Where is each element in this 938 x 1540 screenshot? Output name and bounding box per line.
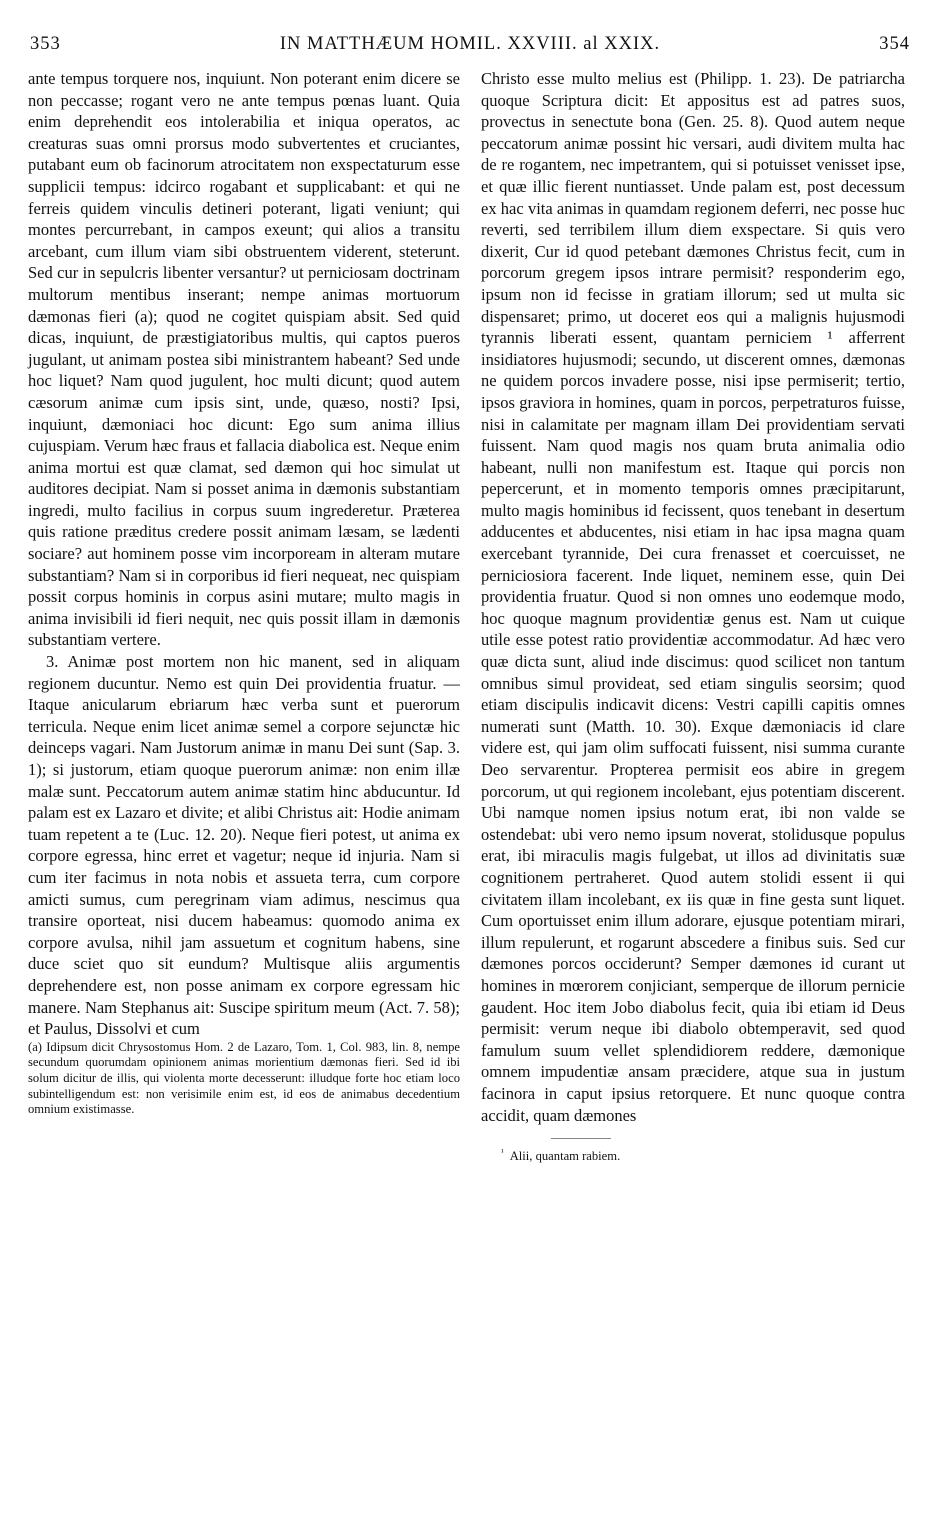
- footnote: [481, 1145, 905, 1165]
- body-paragraph: ante tempus torquere nos, inquiunt. Non poterant enim dicere se non peccasse; rogant vero ne ante tempus pœnas luant. Quia enim deprehendit eos intolerabilia et iniqua operatos, ac creaturas suas omni prorsus modo subvertentes et cruciantes, putabant eum ob facinorum atrocitatem non exspectaturum esse supplicii tempus: idcirco rogabant et supplicabant: et qui ne ferreis quidem vinculis detineri poterant, ligati veniunt; qui montes percurrebant, in campos exeunt; qui alios a transitu arcebant, cum illum viam sibi obstruentem viderent, steterunt. Sed cur in sepulcris libenter versantur? ut perniciosam doctrinam multorum mentibus inserant; nempe animas mortuorum dæmonas fieri (a); quod ne cogitet quispiam absit. Sed quid dicas, inquiunt, de præstigiatoribus multis, qui captos pueros jugulant, ut animam postea sibi ministrantem habeant? Sed unde hoc liquet? Nam quod jugulent, hoc multi dicunt; quod autem cæsorum animæ cum ipsis sint, unde, quæso, nosti? Ipsi, inquiunt, dæmoniaci hoc dicunt: Ego sum anima illius cujuspiam. Verum hæc fraus et fallacia diabolica est. Neque enim anima mortui est quæ clamat, sed dæmon qui hoc simulat ut auditores decipiat. Nam si posset anima in dæmonis substantiam ingredi, multo facilius in corpus suum ingrederetur. Præterea quis ratione præditus credere possit animam læsam, se lædenti sociare? aut hominem posse vim incorpoream in alteram mutare substantiam? Nam si in corporibus id fieri nequeat, nec quispiam possit corpus hominis in corpus asini mutare; multo magis in anima invisibili id fieri nequit, nec quis possit illam in dæmonis substantiam vertere.: [28, 69, 460, 650]
- running-header: [30, 34, 910, 64]
- footnote: (a) Idipsum dicit Chrysostomus Hom. 2 de Lazaro, Tom. 1, Col. 983, lin. 8, nempe secundum quorumdam opinionem animas morientium dæmonas fieri. Sed id ibi solum dicitur de illis, qui violenta morte decesserunt: illudque forte hoc etiam loco subintelligendum est: non verisimile enim est, id eos de animabus decedentium omnium existimasse.: [28, 1039, 460, 1117]
- body-paragraph: 3. Animæ post mortem non hic manent, sed in aliquam regionem ducuntur. Nemo est quin Dei providentia fruatur. — Itaque anicularum ebriarum hæc verba sunt et puerorum terricula. Neque enim licet animæ semel a corpore sejunctæ hic deinceps vagari. Nam Justorum animæ in manu Dei sunt (Sap. 3. 1); si justorum, etiam quoque puerorum animæ: non enim illæ malæ sunt. Peccatorum autem animæ statim hinc abducuntur. Id palam est ex Lazaro et divite; et alibi Christus ait: Hodie animam tuam repetent a te (Luc. 12. 20). Neque fieri potest, ut anima ex corpore egressa, hinc erret et vagetur; neque id injuria. Nam si cum iter facimus in nota nobis et assueta terra, cum corpore amicti sumus, cum peregrinam viam adimus, nescimus qua transire oporteat, nisi ducem habeamus: quomodo anima ex corpore avulsa, nihil jam assuetum et cognitum habens, sine duce sciet quo sit eundum? Multisque aliis argumentis deprehendere est, non posse animam ex corpore egressam hic manere. Nam Stephanus ait: Suscipe spiritum meum (Act. 7. 58); et Paulus, Dissolvi et cum: [28, 652, 460, 1039]
- right-column: [481, 68, 905, 1165]
- footnote-marker: ¹: [501, 1147, 504, 1158]
- page-number-right: 354: [879, 34, 910, 54]
- footnote-text: Alii, quantam rabiem.: [509, 1149, 621, 1164]
- left-column: [28, 68, 460, 1118]
- page-number-left: 353: [30, 34, 61, 54]
- footnote-divider: [551, 1138, 611, 1139]
- body-paragraph: Christo esse multo melius est (Philipp. 1. 23). De patriarcha quoque Scriptura dicit: Et appositus est ad patres suos, provectus in senectute bona (Gen. 25. 8). Quod autem neque peccatorum animæ possint hic versari, audi divitem multa hac de re rogantem, nec impetrantem, qui si potuisset venisset ipse, et quæ illic fierent nuntiasset. Unde palam est, post decessum ex hac vita animas in quamdam regionem deferri, nec posse huc reverti, sed terribilem illum diem exspectare. Si quis vero dixerit, Cur id quod petebant dæmones Christus fecit, cum in porcorum gregem ipsos intrare permisit? responderim ego, ipsum non id fecisse in gratiam illorum; sed ut multa sic dispensaret; primo, ut doceret eos qui a malignis hujusmodi tyrannis liberati essent, quantam perniciem ¹ afferrent insidiatores hujusmodi; secundo, ut discerent omnes, dæmonas ne quidem porcos invadere posse, nisi ipse permiserit; tertio, ipsos graviora in homines, quam in porcos, perpetraturos fuisse, nisi in calamitate per magnam illam Dei providentiam servati fuissent. Nam quod magis nos quam bruta animalia odio habeant, nulli non manifestum est. Itaque qui porcis non pepercerunt, et in momento temporis omnes præcipitarunt, multo magis hominibus id fecissent, quos tenebant in desertum adducentes et abducentes, nisi etiam in hac ipsa magna quam exercebant tyrannide, Dei cura frenasset et coercuisset, ne perniciosiora facerent. Inde liquet, neminem esse, quin Dei providentia fruatur. Quod si non omnes uno eodemque modo, hoc quoque magnum providentiæ genus est. Nam ut cuique utile esse potest ratio providentiæ accommodatur. Ad hæc vero quæ dicta sunt, aliud inde discimus: quod scilicet non tantum omnibus simul provideat, sed etiam singulis seorsim; quod etiam discipulis indicavit dicens: Vestri capilli capitis omnes numerati sunt (Matth. 10. 30). Exque dæmoniacis id clare videre est, qui jam olim suffocati fuissent, nisi summa curante Deo servarentur. Propterea permisit eos abire in gregem porcorum, ut qui regionem incolebant, ejus potentiam discerent. Ubi namque nomen ipsius notum erat, ibi non valde se ostendebat: ubi vero nemo ipsum noverat, stolidusque populus erat, ibi miraculis magis fulgebat, ut illos ad divinitatis suæ cognitionem pertraheret. Quod autem stolidi essent ii qui civitatem illam incolebant, ex iis quæ in fine gesta sunt liquet. Cum oportuisset enim illum adorare, ejusque potentiam mirari, illum repulerunt, et rogarunt abscedere a finibus suis. Sed cur dæmones porcos occiderunt? Semper dæmones id curant ut homines in mœrorem conjiciant, semperque de illorum pernicie gaudent. Hoc item Jobo diabolus fecit, quia ibi etiam id Deus permisit: verum neque ibi diabolo obtemperavit, sed quod famulum suum vellet splendidiorem reddere, dæmonique omnem impudentiæ ansam præcidere, atque sua in justum facinora in caput ipsius retorquere. Et nunc quoque contra accidit, quam dæmones: [481, 69, 905, 1125]
- running-title: IN MATTHÆUM HOMIL. XXVIII. al XXIX.: [279, 34, 661, 54]
